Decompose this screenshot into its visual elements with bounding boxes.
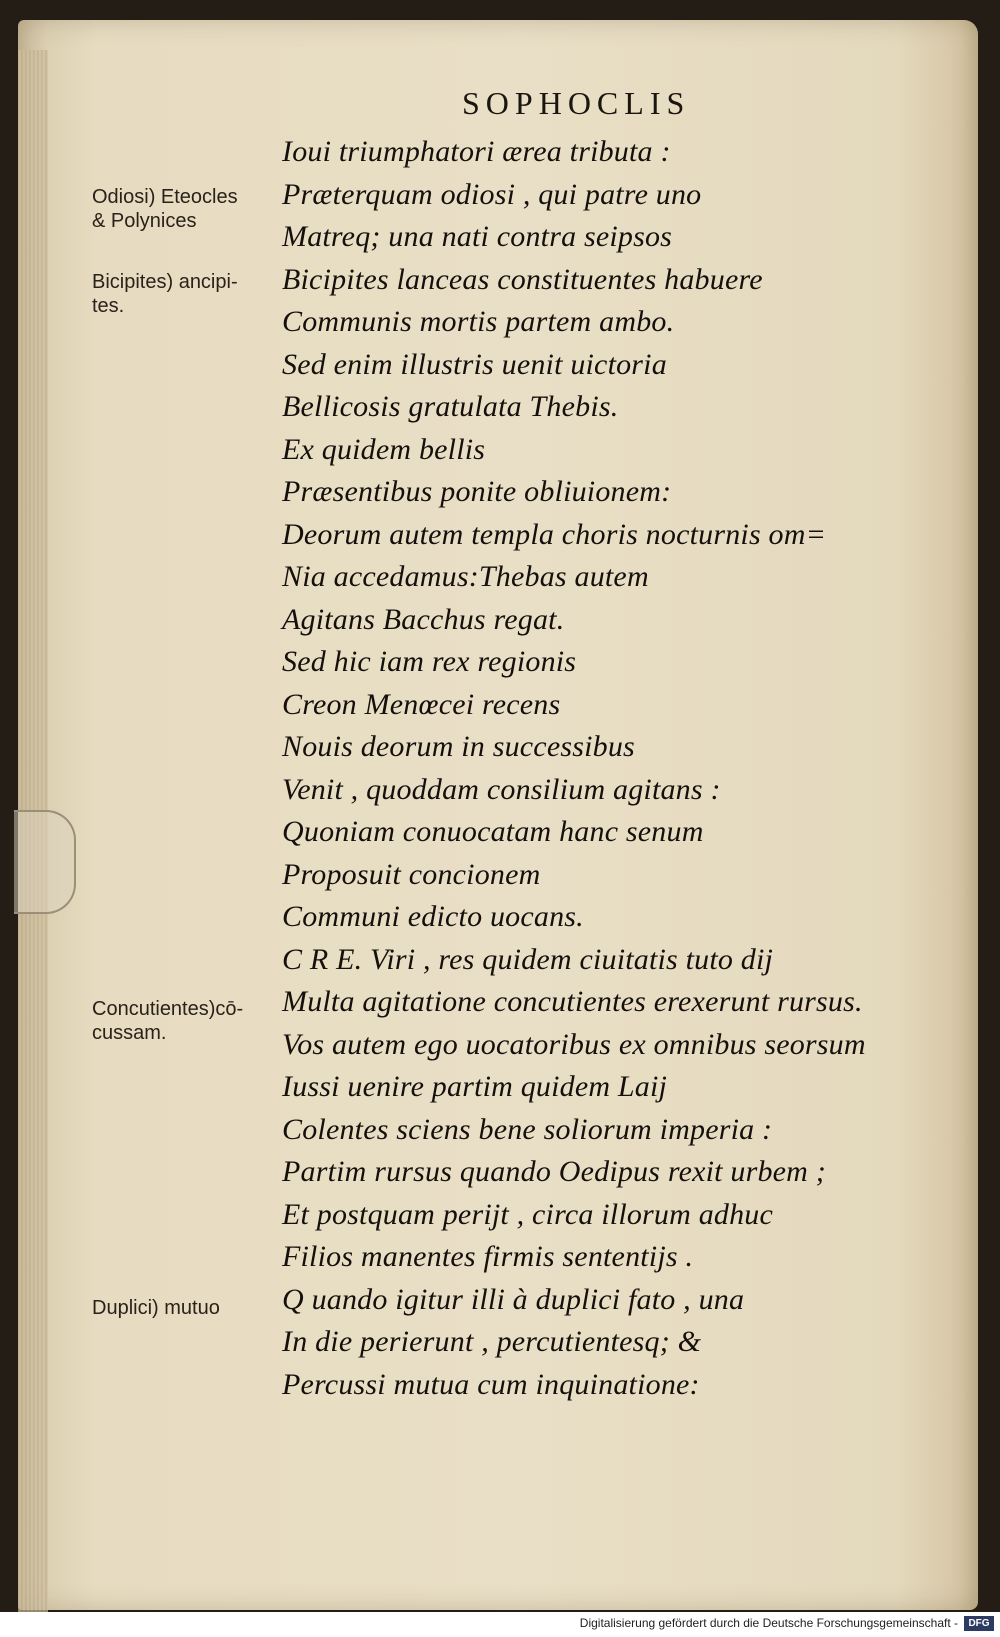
verse-line: Communi edicto uocans. (282, 900, 584, 933)
verse-line: Vos autem ego uocatoribus ex omnibus seorsum (282, 1027, 866, 1061)
verse-line: Iussi uenire partim quidem Laij (282, 1070, 668, 1103)
verse-text-block (282, 131, 942, 1406)
verse-line: Sed hic iam rex regionis (282, 645, 577, 678)
marginal-note-odiosi: Odiosi) Eteocles & Polynices (92, 186, 238, 232)
verse-line: Partim rursus quando Oedipus rexit urbem ; (282, 1155, 826, 1188)
verse-line: Bellicosis gratulata Thebis. (282, 390, 619, 423)
verse-line: Ioui triumphatori ærea tributa : (282, 135, 671, 168)
verse-line: Communis mortis partem ambo. (282, 305, 675, 338)
verse-line: Nouis deorum in successibus (282, 730, 635, 763)
running-header: SOPHOCLIS (462, 85, 691, 121)
verse-line: Proposuit concionem (282, 857, 541, 891)
verse-line: Creon Menœcei recens (282, 687, 561, 721)
verse-line: Matreq; una nati contra seipsos (282, 220, 673, 253)
verse-line: Colentes sciens bene soliorum imperia : (282, 1112, 773, 1146)
verse-line: Q uando igitur illi à duplici fato , una (282, 1282, 745, 1316)
verse-line: Præsentibus ponite obliuionem: (282, 475, 672, 508)
verse-line: Bicipites lanceas constituentes habuere (282, 262, 763, 296)
verse-line: Sed enim illustris uenit uictoria (282, 347, 667, 381)
verse-line: Multa agitatione concutientes erexerunt rursus. (282, 985, 863, 1018)
verse-line: Venit , quoddam consilium agitans : (282, 772, 721, 806)
footer-credit: Digitalisierung gefördert durch die Deutsche Forschungsgemeinschaft - (579, 1616, 958, 1630)
verse-line: Percussi mutua cum inquinatione: (282, 1367, 700, 1401)
verse-line: Agitans Bacchus regat. (282, 602, 565, 636)
marginal-note-bicipites: Bicipites) ancipi- tes. (92, 271, 238, 317)
verse-line: Et postquam perijt , circa illorum adhuc (282, 1197, 774, 1231)
verse-line: Quoniam conuocatam hanc senum (282, 815, 704, 848)
dfg-logo: DFG (964, 1616, 994, 1631)
verse-line: Præterquam odiosi , qui patre uno (282, 177, 702, 211)
page-clip-tab (14, 810, 76, 914)
verse-line: C R E. Viri , res quidem ciuitatis tuto dij (282, 942, 774, 976)
verse-line: Nia accedamus:Thebas autem (282, 560, 649, 593)
marginal-note-concutientes: Concutientes)cō- cussam. (92, 998, 244, 1044)
verse-line: Deorum autem templa choris nocturnis om= (282, 517, 827, 551)
marginal-note-duplici: Duplici) mutuo (92, 1297, 220, 1319)
verse-line: Ex quidem bellis (282, 432, 486, 466)
verse-line: Filios manentes firmis sententijs . (282, 1240, 694, 1273)
verse-line: In die perierunt , percutientesq; & (282, 1325, 702, 1358)
digitization-footer (0, 1612, 1000, 1637)
